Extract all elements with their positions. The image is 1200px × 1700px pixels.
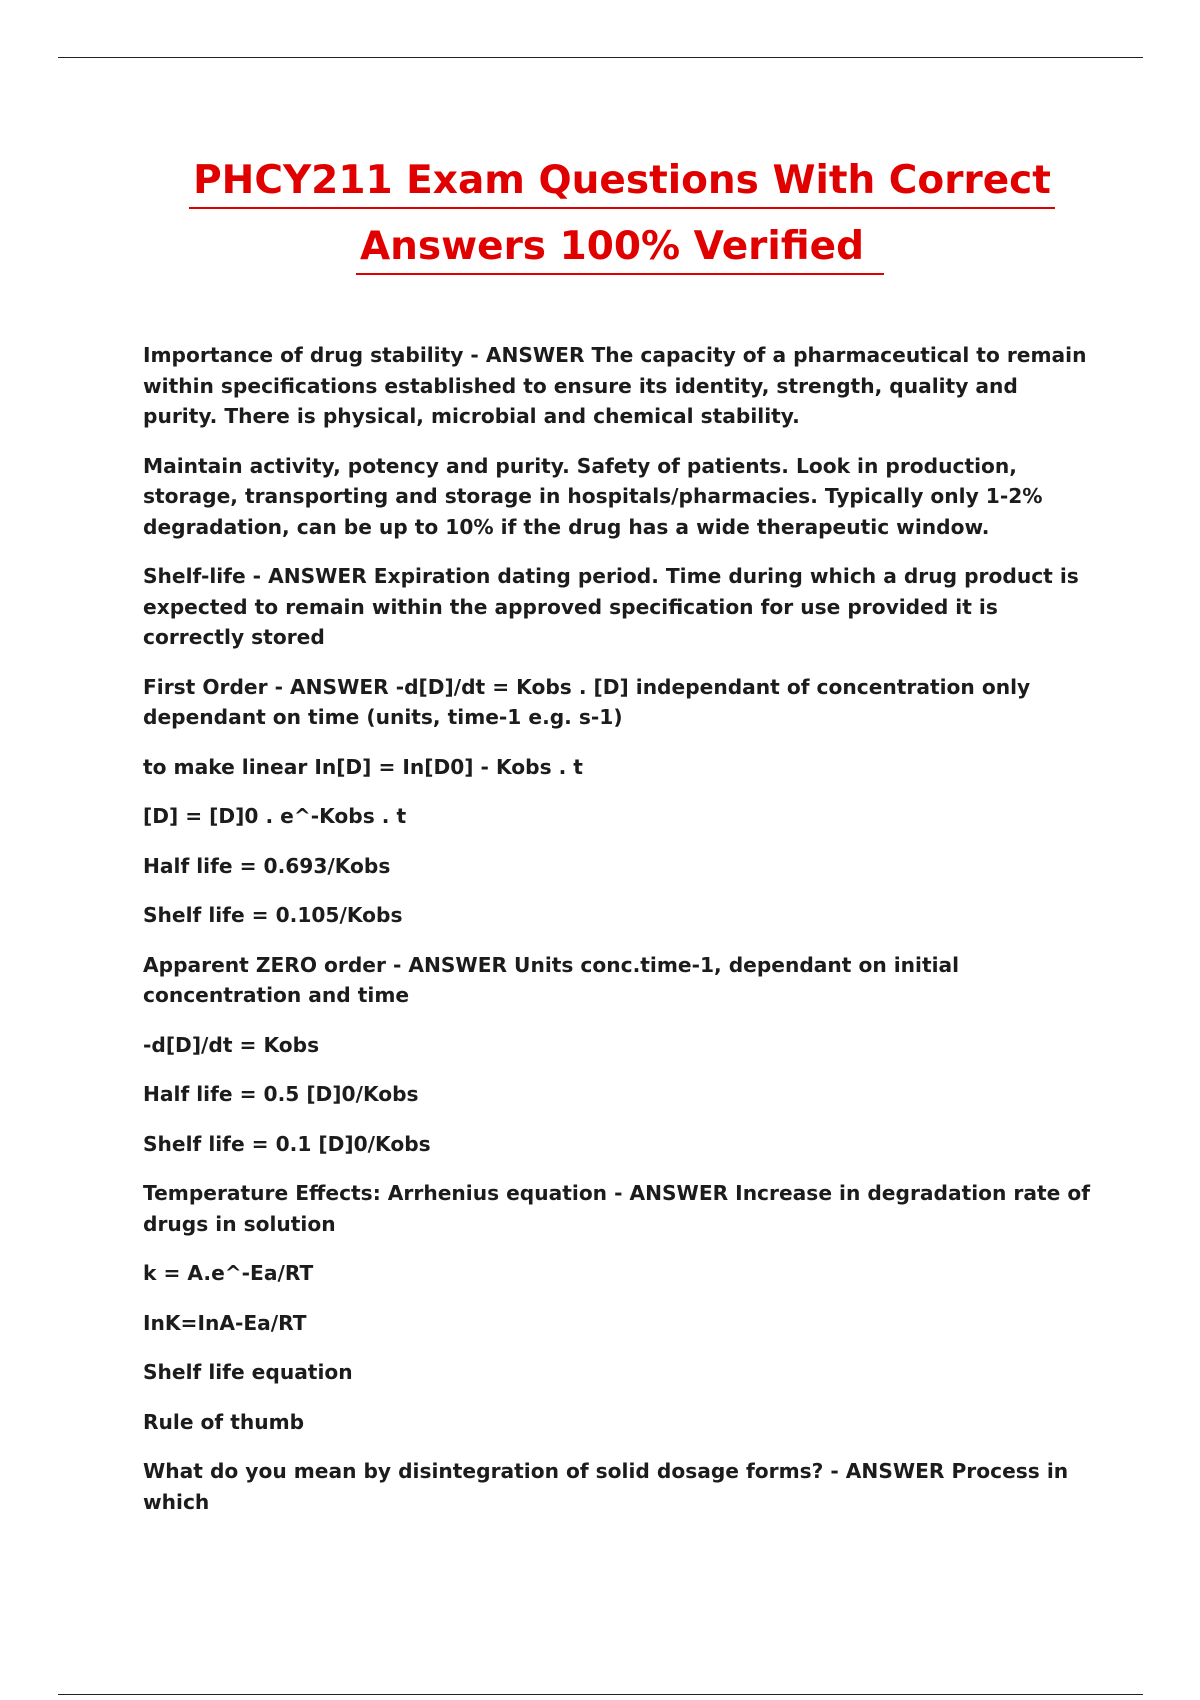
paragraph-maintain-activity: Maintain activity, potency and purity. Safety of patients. Look in production, storage, transporting and storage in hospitals/pharmacies. Typically only 1-2% degradation, can be up to 10% if the drug has a wide therapeutic window. (143, 453, 1043, 539)
paragraph-zero-order-half-life: Half life = 0.5 [D]0/Kobs (143, 1082, 419, 1106)
document-title (0, 148, 1200, 280)
paragraph-rule-of-thumb: Rule of thumb (143, 1409, 305, 1434)
paragraph-first-order-shelf-life: Shelf life = 0.105/Kobs (143, 903, 403, 927)
paragraph-linear-form: to make linear In[D] = In[D0] - Kobs . t (143, 754, 583, 779)
footer-rule (58, 1694, 1143, 1695)
paragraph-temperature-effects: Temperature Effects: Arrhenius equation - ANSWER Increase in degradation rate of drugs in solution (143, 1181, 1091, 1236)
document-body (143, 340, 1093, 1536)
header-rule (58, 57, 1143, 58)
paragraph-shelf-life: Shelf-life - ANSWER Expiration dating period. Time during which a drug product is expected to remain within the approved specification for use provided it is correctly stored (143, 564, 1079, 649)
paragraph-first-order: First Order - ANSWER -d[D]/dt = Kobs . [D] independant of concentration only dependant on time (units, time-1 e.g. s-1) (143, 674, 1031, 729)
paragraph-drug-stability: Importance of drug stability - ANSWER The capacity of a pharmaceutical to remain within specifications established to ensure its identity, strength, quality and purity. There is physical, microbial and chemical stability. (143, 343, 1087, 428)
paragraph-arrhenius: k = A.e^-Ea/RT (143, 1261, 314, 1285)
paragraph-exponential-form: [D] = [D]0 . e^-Kobs . t (143, 804, 407, 828)
title-line-1: PHCY211 Exam Questions With Correct (189, 155, 1055, 209)
paragraph-zero-order-rate: -d[D]/dt = Kobs (143, 1032, 320, 1057)
paragraph-zero-order: Apparent ZERO order - ANSWER Units conc.time-1, dependant on initial concentration and time (143, 952, 960, 1007)
title-line-2: Answers 100% Verified (356, 221, 884, 275)
paragraph-arrhenius-log: InK=InA-Ea/RT (143, 1310, 307, 1335)
paragraph-disintegration: What do you mean by disintegration of solid dosage forms? - ANSWER Process in which (143, 1459, 1069, 1514)
paragraph-shelf-life-equation: Shelf life equation (143, 1360, 353, 1384)
paragraph-first-order-half-life: Half life = 0.693/Kobs (143, 853, 391, 878)
paragraph-zero-order-shelf-life: Shelf life = 0.1 [D]0/Kobs (143, 1131, 431, 1156)
